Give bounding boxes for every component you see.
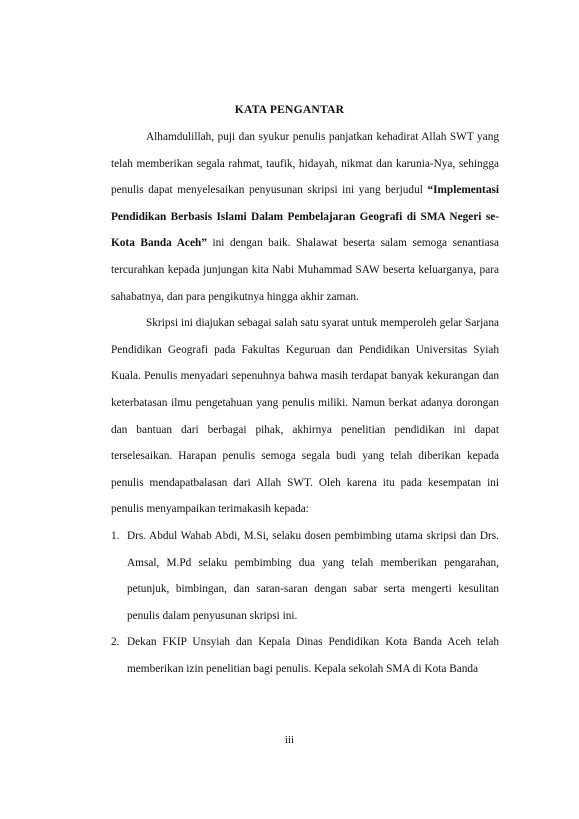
thesis-title: “Implementasi Pendidikan Berbasis Islami Dalam Pembelajaran Geografi di SMA Negeri se-Kota Banda Aceh”: [111, 184, 499, 250]
document-body: [111, 124, 499, 682]
acknowledgement-list: [111, 523, 499, 683]
list-item-text: Drs. Abdul Wahab Abdi, M.Si, selaku dosen pembimbing utama skripsi dan Drs. Amsal, M.Pd selaku pembimbing dua yang telah memberikan pengarahan, petunjuk, bimbingan, dan saran-saran dengan sabar serta mengerti kesulitan penulis dalam penyusunan skripsi ini.: [127, 529, 499, 622]
page-number: iii: [284, 734, 295, 746]
paragraph-opening: [111, 124, 499, 310]
opening-text: Alhamdulillah, puji dan syukur penulis panjatkan kehadirat Allah SWT yang telah memberikan segala rahmat, taufik, hidayah, nikmat dan karunia-Nya, sehingga penulis dapat menyelesaikan penyusunan skripsi ini yang berjudul: [111, 131, 499, 197]
list-item: [111, 523, 499, 629]
list-item-text: Dekan FKIP Unsyiah dan Kepala Dinas Pendidikan Kota Banda Aceh telah memberikan izin penelitian bagi penulis. Kepala sekolah SMA di Kota Banda: [127, 636, 499, 675]
page-title: KATA PENGANTAR: [234, 103, 345, 116]
list-number: 1.: [111, 529, 120, 542]
list-item: [111, 629, 499, 682]
paragraph-purpose: Skripsi ini diajukan sebagai salah satu syarat untuk memperoleh gelar Sarjana Pendidikan Geografi pada Fakultas Keguruan dan Pendidikan Universitas Syiah Kuala. Penulis menyadari sepenuhnya bahwa masih terdapat banyak kekurangan dan keterbatasan ilmu pengetahuan yang penulis miliki. Namun berkat adanya dorongan dan bantuan dari berbagai pihak, akhirnya penelitian pendidikan ini dapat terselesaikan. Harapan penulis semoga segala budi yang telah diberikan kepada penulis mendapatbalasan dari Allah SWT. Oleh karena itu pada kesempatan ini penulis menyampaikan terimakasih kepada:: [111, 317, 499, 516]
opening-text-end: ini dengan baik. Shalawat beserta salam semoga senantiasa tercurahkan kepada junjungan kita Nabi Muhammad SAW beserta keluarganya, para sahabatnya, dan para pengikutnya hingga akhir zaman.: [111, 237, 499, 303]
list-number: 2.: [111, 636, 120, 649]
